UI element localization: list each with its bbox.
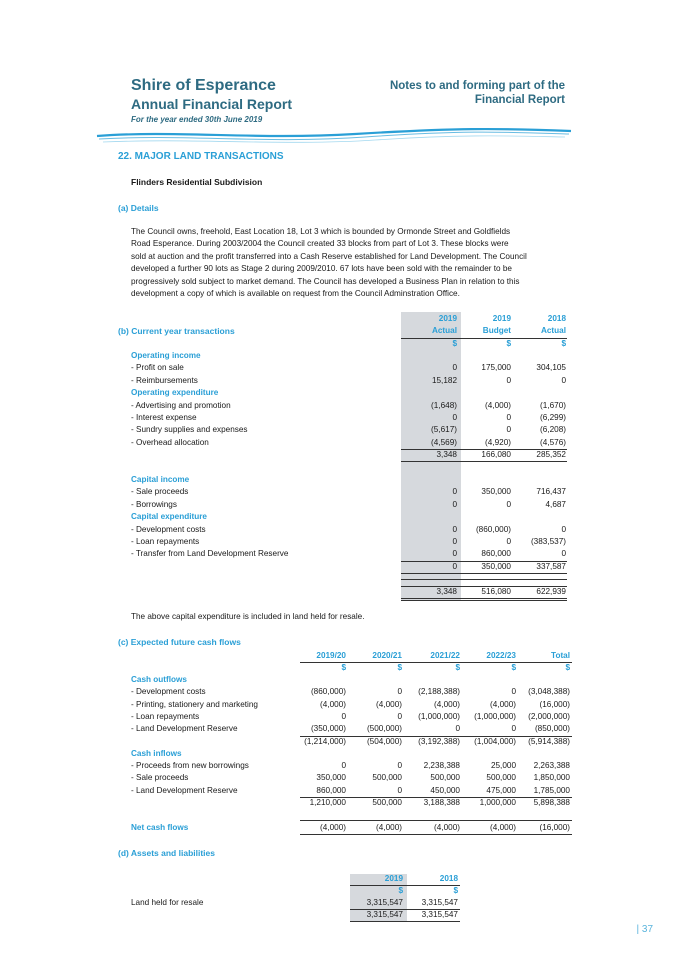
column-year: 2018 [439, 874, 458, 883]
cell-value: 5,898,388 [533, 798, 570, 807]
cell-value: (5,914,388) [528, 736, 570, 746]
cell-value: 0 [561, 549, 566, 559]
cell-value: 0 [455, 724, 460, 734]
cell-value: (16,000) [539, 822, 570, 832]
cell-value: 1,000,000 [479, 798, 516, 807]
header-wave-decoration [95, 122, 575, 150]
cell-value: 0 [511, 687, 516, 697]
column-year: 2019 [492, 314, 511, 323]
row-label: - Loan repayments [131, 711, 200, 721]
row-group-label: Capital expenditure [131, 512, 207, 522]
details-paragraph [131, 226, 571, 300]
row-label: Land held for resale [131, 898, 204, 907]
column-year: 2018 [547, 314, 566, 323]
row-group-label: Capital income [131, 475, 190, 484]
cell-value: 860,000 [316, 785, 346, 795]
total-double-underline [401, 600, 567, 601]
row-label: - Sale proceeds [131, 487, 189, 497]
row-label: - Sundry supplies and expenses [131, 425, 248, 435]
report-title: Annual Financial Report [131, 96, 293, 112]
cell-value: 3,315,547 [421, 898, 458, 907]
cell-value: 0 [341, 761, 346, 771]
cell-value: (860,000) [310, 687, 346, 697]
current-transactions-heading: (b) Current year transactions [118, 326, 235, 336]
cell-value: 15,182 [431, 375, 457, 385]
row-label: - Profit on sale [131, 363, 184, 373]
column-type: Actual [431, 326, 457, 335]
cell-value: (4,000) [485, 400, 511, 410]
cell-value: (4,000) [490, 822, 516, 832]
net-rule [300, 820, 572, 821]
cell-value: (5,617) [431, 425, 457, 435]
column-unit: $ [565, 663, 570, 672]
cell-value: 3,188,388 [423, 798, 460, 807]
cell-value: 25,000 [490, 761, 516, 771]
header-rule [350, 885, 460, 886]
cell-value: 622,939 [536, 586, 566, 596]
row-label: - Interest expense [131, 413, 197, 422]
subtotal-underline [401, 573, 567, 574]
cell-value: (4,000) [434, 822, 460, 832]
column-year: Total [551, 651, 570, 660]
section-title: 22. MAJOR LAND TRANSACTIONS [118, 151, 284, 162]
cell-value: 1,210,000 [309, 798, 346, 807]
org-title: Shire of Esperance [131, 77, 276, 94]
cell-value: 0 [561, 524, 566, 534]
cell-value: (1,000,000) [474, 711, 516, 721]
row-label: - Overhead allocation [131, 437, 209, 447]
cell-value: 350,000 [481, 561, 511, 571]
cell-value: (2,188,388) [418, 687, 460, 697]
column-year: 2021/22 [430, 651, 460, 660]
column-unit: $ [455, 663, 460, 672]
details-line: developed a further 90 lots as Stage 2 during 2009/2010. 67 lots have been sold with the remainder to be [131, 264, 512, 274]
cell-value: (4,000) [320, 699, 346, 709]
cell-value: 0 [506, 537, 511, 546]
column-year: 2019 [438, 314, 457, 323]
subdivision-heading: Flinders Residential Subdivision [131, 177, 263, 187]
cell-value: 0 [452, 549, 457, 559]
cell-value: (4,576) [540, 437, 566, 447]
total-value: 3,315,547 [366, 910, 403, 919]
cell-value: 350,000 [316, 773, 346, 783]
total-value: 3,315,547 [421, 910, 458, 919]
future-cashflows-heading: (c) Expected future cash flows [118, 637, 241, 647]
cell-value: 0 [506, 375, 511, 385]
column-unit: $ [341, 663, 346, 672]
cell-value: 0 [506, 499, 511, 509]
header-rule [300, 662, 572, 663]
row-label: - Sale proceeds [131, 773, 189, 783]
row-group-label: Operating expenditure [131, 388, 219, 398]
cell-value: (4,000) [376, 822, 402, 832]
cell-value: (1,648) [431, 400, 457, 410]
cell-value: 337,587 [536, 561, 566, 571]
row-label: - Land Development Reserve [131, 785, 238, 795]
cell-value: (4,000) [434, 699, 460, 709]
cell-value: 450,000 [430, 785, 460, 795]
assets-heading: (d) Assets and liabilities [118, 848, 215, 858]
capex-note: The above capital expenditure is included in land held for resale. [131, 612, 365, 621]
column-unit: $ [397, 663, 402, 672]
row-group-label: Cash inflows [131, 748, 182, 758]
cell-value: 860,000 [481, 549, 511, 559]
cell-value: 716,437 [536, 487, 566, 497]
total-underline [350, 921, 460, 922]
row-label: - Borrowings [131, 499, 177, 509]
cell-value: (1,670) [540, 400, 566, 410]
cell-value: 0 [452, 537, 457, 546]
cell-value: (3,048,388) [528, 687, 570, 697]
details-line: progressively sold subject to market demand. The Council has developed a Business Plan in relation to this [131, 276, 520, 286]
column-unit: $ [561, 339, 566, 348]
cell-value: (350,000) [310, 724, 346, 734]
cell-value: 516,080 [481, 586, 511, 596]
cell-value: 4,687 [545, 499, 566, 509]
row-label: - Land Development Reserve [131, 724, 238, 734]
column-unit: $ [398, 886, 403, 895]
cell-value: 0 [397, 711, 402, 721]
cell-value: (1,004,000) [474, 736, 516, 746]
cell-value: (4,000) [376, 699, 402, 709]
column-year: 2019/20 [316, 651, 346, 660]
header-rule [401, 338, 567, 339]
cell-value: 0 [561, 375, 566, 385]
cell-value: 0 [397, 761, 402, 771]
cell-value: (1,214,000) [304, 736, 346, 746]
details-line: sold at auction and the profit transferred into a Cash Reserve established for Land Development. The Council [131, 251, 527, 261]
cell-value: 0 [452, 499, 457, 509]
row-label: - Printing, stationery and marketing [131, 699, 258, 709]
cell-value: (383,537) [530, 537, 566, 546]
cell-value: (16,000) [539, 699, 570, 709]
cell-value: 304,105 [536, 363, 566, 373]
cell-value: 3,315,547 [366, 898, 403, 907]
column-year: 2019 [384, 874, 403, 883]
page-number: | 37 [636, 924, 653, 935]
details-line: Road Esperance. During 2003/2004 the Council created 33 blocks from part of Lot 3. These blocks were [131, 239, 509, 249]
details-line: development a copy of which is available on request from the Council Adminstration Office. [131, 289, 460, 299]
column-year: 2022/23 [486, 651, 516, 660]
cell-value: 500,000 [430, 773, 460, 783]
cell-value: (4,000) [490, 699, 516, 709]
row-group-label: Net cash flows [131, 822, 189, 832]
cell-value: (2,000,000) [528, 711, 570, 721]
row-label: - Loan repayments [131, 537, 200, 546]
cell-value: 0 [511, 724, 516, 734]
cell-value: 0 [341, 711, 346, 721]
column-unit: $ [506, 339, 511, 348]
cell-value: (860,000) [475, 524, 511, 534]
row-label: - Advertising and promotion [131, 400, 231, 410]
row-label: - Proceeds from new borrowings [131, 761, 249, 771]
row-group-label: Operating income [131, 351, 201, 360]
cell-value: (3,192,388) [418, 736, 460, 746]
cell-value: 1,785,000 [533, 785, 570, 795]
cell-value: (4,000) [320, 822, 346, 832]
cell-value: (1,000,000) [418, 711, 460, 721]
cell-value: 500,000 [372, 773, 402, 783]
total-rule [401, 579, 567, 580]
notes-heading-line2: Financial Report [474, 94, 565, 106]
cell-value: (500,000) [366, 724, 402, 734]
column-unit: $ [511, 663, 516, 672]
column-year: 2020/21 [372, 651, 402, 660]
notes-heading [390, 79, 565, 107]
cell-value: 0 [452, 363, 457, 373]
cell-value: 285,352 [536, 450, 566, 460]
cell-value: 500,000 [486, 773, 516, 783]
row-label: - Transfer from Land Development Reserve [131, 549, 289, 559]
cell-value: 475,000 [486, 785, 516, 795]
column-type: Actual [540, 326, 566, 335]
cell-value: (6,208) [540, 425, 566, 435]
cell-value: 0 [452, 487, 457, 497]
cell-value: 2,238,388 [423, 761, 460, 771]
notes-heading-line1: Notes to and forming part of the [389, 80, 565, 92]
cell-value: (850,000) [534, 724, 570, 734]
cell-value: (4,920) [485, 437, 511, 447]
cell-value: (6,299) [540, 413, 566, 422]
details-heading: (a) Details [118, 203, 159, 213]
column-unit: $ [453, 886, 458, 895]
row-group-label: Cash outflows [131, 675, 187, 684]
cell-value: (504,000) [366, 736, 402, 746]
cell-value: 175,000 [481, 363, 511, 373]
net-underline [300, 834, 572, 835]
cell-value: 3,348 [436, 450, 457, 460]
cell-value: 0 [452, 561, 457, 571]
subtotal-underline [401, 461, 567, 462]
cell-value: 350,000 [481, 487, 511, 497]
details-line: The Council owns, freehold, East Location 18, Lot 3 which is bounded by Ormonde Street and Goldfields [131, 227, 511, 236]
cell-value: 166,080 [481, 450, 511, 460]
cell-value: 1,850,000 [533, 773, 570, 783]
column-type: Budget [482, 326, 511, 335]
cell-value: 0 [397, 687, 402, 697]
row-label: - Development costs [131, 687, 206, 697]
column-unit: $ [452, 339, 457, 348]
report-period: For the year ended 30th June 2019 [131, 115, 263, 124]
subtotal-underline [401, 598, 567, 599]
cell-value: 2,263,388 [533, 761, 570, 771]
row-label: - Development costs [131, 524, 206, 534]
cell-value: 3,348 [436, 586, 457, 596]
cell-value: 0 [397, 785, 402, 795]
cell-value: 0 [506, 425, 511, 435]
cell-value: 500,000 [372, 798, 402, 807]
row-label: - Reimbursements [131, 375, 198, 385]
cell-value: (4,569) [431, 437, 457, 447]
cell-value: 0 [506, 413, 511, 422]
cell-value: 0 [452, 524, 457, 534]
cell-value: 0 [452, 413, 457, 422]
